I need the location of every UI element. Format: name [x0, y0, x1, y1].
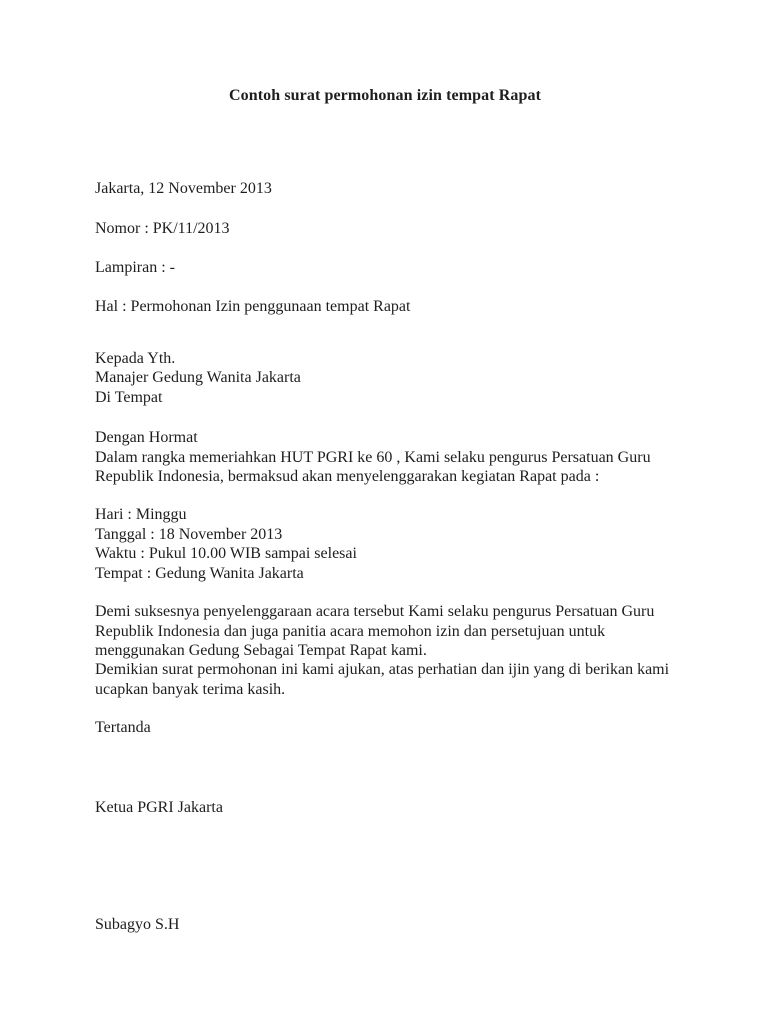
signer-title: Ketua PGRI Jakarta	[95, 798, 223, 816]
request-paragraph: Demi suksesnya penyelenggaraan acara tersebut Kami selaku pengurus Persatuan Guru Republik Indonesia dan juga panitia acara memohon izin dan persetujuan untuk menggunakan Gedung Sebagai Tempat Rapat kami.	[95, 603, 655, 659]
recipient-address-line: Di Tempat	[95, 388, 163, 406]
signature-label: Tertanda	[95, 719, 151, 737]
event-time-line: Waktu : Pukul 10.00 WIB sampai selesai	[95, 545, 357, 563]
opening-paragraph: Dalam rangka memeriahkan HUT PGRI ke 60 , Kami selaku pengurus Persatuan Guru Republik Indonesia, bermaksud akan menyelenggarakan kegiatan Rapat pada :	[95, 448, 651, 486]
opening-block	[95, 428, 675, 486]
event-date-line: Tanggal : 18 November 2013	[95, 525, 283, 543]
letter-subject: Hal : Permohonan Izin penggunaan tempat Rapat	[95, 297, 411, 315]
recipient-name-line: Manajer Gedung Wanita Jakarta	[95, 369, 301, 387]
event-day-line: Hari : Minggu	[95, 506, 187, 524]
body-block	[95, 602, 675, 699]
letter-attachment: Lampiran : -	[95, 259, 175, 277]
letter-content	[95, 86, 675, 934]
salutation-line: Dengan Hormat	[95, 429, 198, 447]
closing-paragraph: Demikian surat permohonan ini kami ajukan, atas perhatian dan ijin yang di berikan kami ucapkan banyak terima kasih.	[95, 661, 670, 698]
event-place-line: Tempat : Gedung Wanita Jakarta	[95, 564, 304, 582]
recipient-block	[95, 349, 675, 407]
letter-number: Nomor : PK/11/2013	[95, 219, 230, 237]
document-title: Contoh surat permohonan izin tempat Rapat	[228, 87, 542, 104]
letter-city-date: Jakarta, 12 November 2013	[95, 180, 272, 198]
signer-name: Subagyo S.H	[95, 915, 180, 933]
event-details-block	[95, 505, 675, 583]
recipient-salutation-line: Kepada Yth.	[95, 350, 176, 368]
